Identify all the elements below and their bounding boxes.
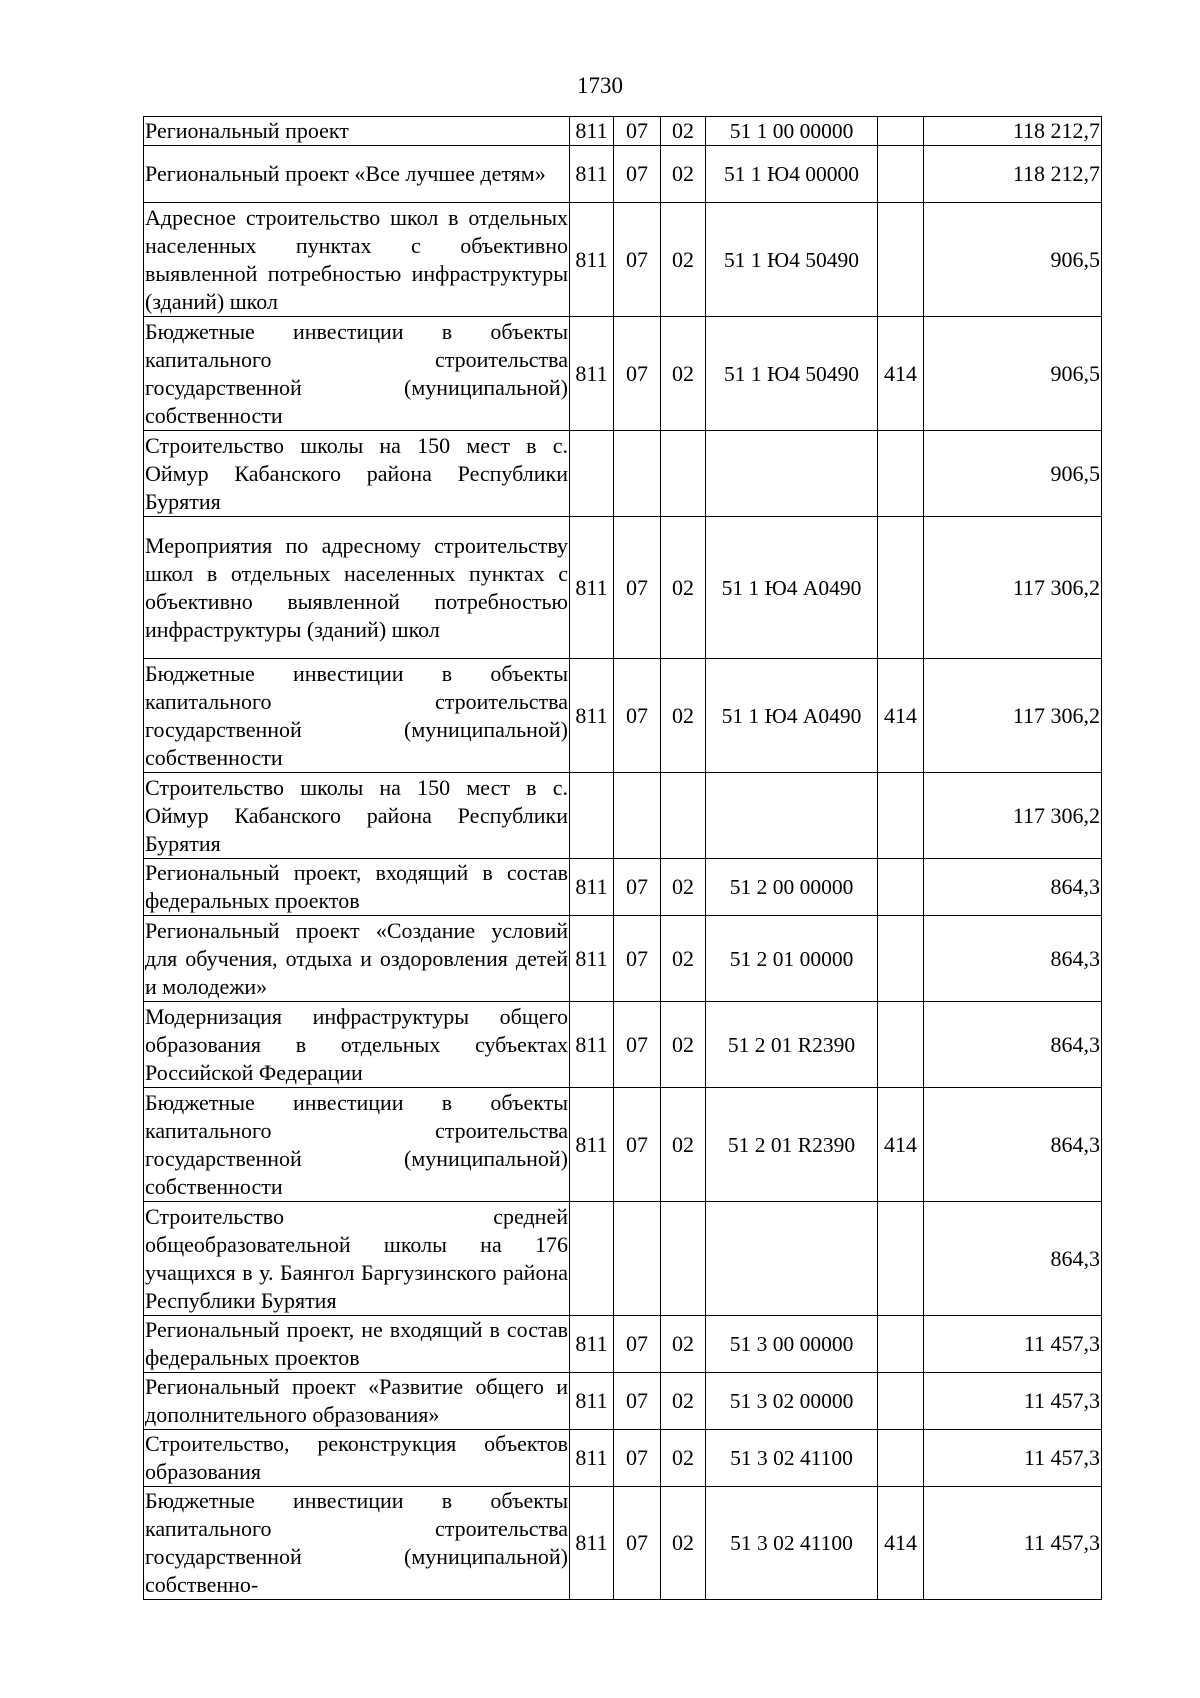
table-row (144, 203, 1102, 317)
row-name: Адресное строительство школ в отдельных населенных пунктах с объективно выявленной потребностью инфраструктуры (зданий) школ (144, 203, 570, 317)
row-target-code: 51 1 Ю4 00000 (706, 146, 878, 203)
table-row (144, 773, 1102, 859)
row-target-code: 51 1 00 00000 (706, 117, 878, 146)
row-subsection: 02 (661, 659, 706, 773)
table-row (144, 1002, 1102, 1088)
row-subsection: 02 (661, 1316, 706, 1373)
row-expense-type (878, 1002, 924, 1088)
row-sum: 906,5 (924, 203, 1102, 317)
page-number: 1730 (577, 73, 623, 98)
table-row (144, 317, 1102, 431)
row-sum: 11 457,3 (924, 1316, 1102, 1373)
row-target-code: 51 3 00 00000 (706, 1316, 878, 1373)
row-target-code (706, 773, 878, 859)
row-sum: 11 457,3 (924, 1373, 1102, 1430)
row-expense-type (878, 859, 924, 916)
row-admin-code (570, 431, 614, 517)
row-expense-type (878, 916, 924, 1002)
row-target-code: 51 1 Ю4 50490 (706, 317, 878, 431)
row-expense-type: 414 (878, 1088, 924, 1202)
row-sum: 906,5 (924, 431, 1102, 517)
row-sum: 11 457,3 (924, 1487, 1102, 1600)
row-sum: 864,3 (924, 1088, 1102, 1202)
row-subsection: 02 (661, 1487, 706, 1600)
row-section: 07 (614, 1316, 661, 1373)
table-row (144, 517, 1102, 659)
row-admin-code: 811 (570, 1373, 614, 1430)
row-subsection: 02 (661, 1002, 706, 1088)
row-section: 07 (614, 317, 661, 431)
table-row (144, 1487, 1102, 1600)
row-name: Бюджетные инвестиции в объекты капитального строительства государственной (муниципальной) собственно- (144, 1487, 570, 1600)
row-target-code (706, 431, 878, 517)
row-expense-type (878, 117, 924, 146)
row-name: Региональный проект (144, 117, 570, 146)
row-admin-code: 811 (570, 859, 614, 916)
table-row (144, 659, 1102, 773)
row-subsection (661, 773, 706, 859)
row-subsection: 02 (661, 317, 706, 431)
row-expense-type (878, 1373, 924, 1430)
row-sum: 117 306,2 (924, 517, 1102, 659)
table-row (144, 1373, 1102, 1430)
row-target-code: 51 1 Ю4 А0490 (706, 659, 878, 773)
row-sum: 117 306,2 (924, 773, 1102, 859)
row-subsection: 02 (661, 859, 706, 916)
row-expense-type (878, 203, 924, 317)
row-target-code (706, 1202, 878, 1316)
row-subsection: 02 (661, 117, 706, 146)
table-row (144, 117, 1102, 146)
row-name: Бюджетные инвестиции в объекты капитального строительства государственной (муниципальной) собственности (144, 317, 570, 431)
table-row (144, 1430, 1102, 1487)
row-expense-type: 414 (878, 659, 924, 773)
row-expense-type (878, 517, 924, 659)
row-sum: 11 457,3 (924, 1430, 1102, 1487)
row-subsection: 02 (661, 1430, 706, 1487)
row-admin-code: 811 (570, 1002, 614, 1088)
row-admin-code: 811 (570, 1487, 614, 1600)
row-name: Мероприятия по адресному строительству школ в отдельных населенных пунктах с объективно выявленной потребностью инфраструктуры (зданий) школ (144, 517, 570, 659)
row-target-code: 51 2 01 R2390 (706, 1088, 878, 1202)
row-target-code: 51 1 Ю4 А0490 (706, 517, 878, 659)
row-admin-code: 811 (570, 317, 614, 431)
row-sum: 117 306,2 (924, 659, 1102, 773)
row-admin-code: 811 (570, 659, 614, 773)
row-section: 07 (614, 1487, 661, 1600)
row-sum: 118 212,7 (924, 117, 1102, 146)
row-expense-type (878, 431, 924, 517)
row-section: 07 (614, 146, 661, 203)
row-section (614, 1202, 661, 1316)
table-row (144, 1088, 1102, 1202)
row-expense-type: 414 (878, 1487, 924, 1600)
row-name: Региональный проект, не входящий в состав федеральных проектов (144, 1316, 570, 1373)
row-admin-code: 811 (570, 203, 614, 317)
row-sum: 118 212,7 (924, 146, 1102, 203)
row-target-code: 51 2 01 00000 (706, 916, 878, 1002)
row-name: Бюджетные инвестиции в объекты капитального строительства государственной (муниципальной) собственности (144, 1088, 570, 1202)
row-name: Региональный проект «Развитие общего и дополнительного образования» (144, 1373, 570, 1430)
row-admin-code: 811 (570, 916, 614, 1002)
row-name: Региональный проект «Создание условий для обучения, отдыха и оздоровления детей и молодежи» (144, 916, 570, 1002)
row-sum: 864,3 (924, 916, 1102, 1002)
row-target-code: 51 3 02 00000 (706, 1373, 878, 1430)
row-admin-code (570, 1202, 614, 1316)
row-section: 07 (614, 203, 661, 317)
row-expense-type: 414 (878, 317, 924, 431)
row-name: Модернизация инфраструктуры общего образования в отдельных субъектах Российской Федерации (144, 1002, 570, 1088)
row-expense-type (878, 1202, 924, 1316)
row-target-code: 51 2 01 R2390 (706, 1002, 878, 1088)
row-section: 07 (614, 859, 661, 916)
row-section: 07 (614, 659, 661, 773)
table-row (144, 859, 1102, 916)
budget-table-body (144, 117, 1102, 1600)
row-admin-code: 811 (570, 146, 614, 203)
table-row (144, 1202, 1102, 1316)
row-subsection: 02 (661, 146, 706, 203)
table-row (144, 1316, 1102, 1373)
row-sum: 864,3 (924, 859, 1102, 916)
row-target-code: 51 3 02 41100 (706, 1487, 878, 1600)
row-subsection: 02 (661, 203, 706, 317)
row-subsection: 02 (661, 1373, 706, 1430)
table-row (144, 916, 1102, 1002)
table-row (144, 146, 1102, 203)
row-section: 07 (614, 916, 661, 1002)
row-admin-code: 811 (570, 117, 614, 146)
row-expense-type (878, 146, 924, 203)
row-section: 07 (614, 1430, 661, 1487)
row-subsection: 02 (661, 1088, 706, 1202)
row-subsection (661, 431, 706, 517)
row-target-code: 51 1 Ю4 50490 (706, 203, 878, 317)
row-subsection: 02 (661, 916, 706, 1002)
row-sum: 906,5 (924, 317, 1102, 431)
row-target-code: 51 3 02 41100 (706, 1430, 878, 1487)
row-section: 07 (614, 517, 661, 659)
row-admin-code: 811 (570, 1430, 614, 1487)
row-subsection: 02 (661, 517, 706, 659)
row-admin-code: 811 (570, 517, 614, 659)
row-name: Региональный проект «Все лучшее детям» (144, 146, 570, 203)
row-expense-type (878, 773, 924, 859)
row-section: 07 (614, 1373, 661, 1430)
row-name: Строительство средней общеобразовательной школы на 176 учащихся в у. Баянгол Баргузинского района Республики Бурятия (144, 1202, 570, 1316)
budget-table (143, 116, 1102, 1600)
row-section: 07 (614, 1002, 661, 1088)
row-expense-type (878, 1316, 924, 1373)
row-name: Строительство школы на 150 мест в с. Оймур Кабанского района Республики Бурятия (144, 773, 570, 859)
row-name: Бюджетные инвестиции в объекты капитального строительства государственной (муниципальной) собственности (144, 659, 570, 773)
row-name: Региональный проект, входящий в состав федеральных проектов (144, 859, 570, 916)
row-section: 07 (614, 1088, 661, 1202)
row-name: Строительство, реконструкция объектов образования (144, 1430, 570, 1487)
row-target-code: 51 2 00 00000 (706, 859, 878, 916)
row-name: Строительство школы на 150 мест в с. Оймур Кабанского района Республики Бурятия (144, 431, 570, 517)
row-section (614, 431, 661, 517)
row-admin-code: 811 (570, 1088, 614, 1202)
row-sum: 864,3 (924, 1002, 1102, 1088)
row-section (614, 773, 661, 859)
row-sum: 864,3 (924, 1202, 1102, 1316)
row-admin-code (570, 773, 614, 859)
table-row (144, 431, 1102, 517)
row-admin-code: 811 (570, 1316, 614, 1373)
row-subsection (661, 1202, 706, 1316)
row-expense-type (878, 1430, 924, 1487)
row-section: 07 (614, 117, 661, 146)
